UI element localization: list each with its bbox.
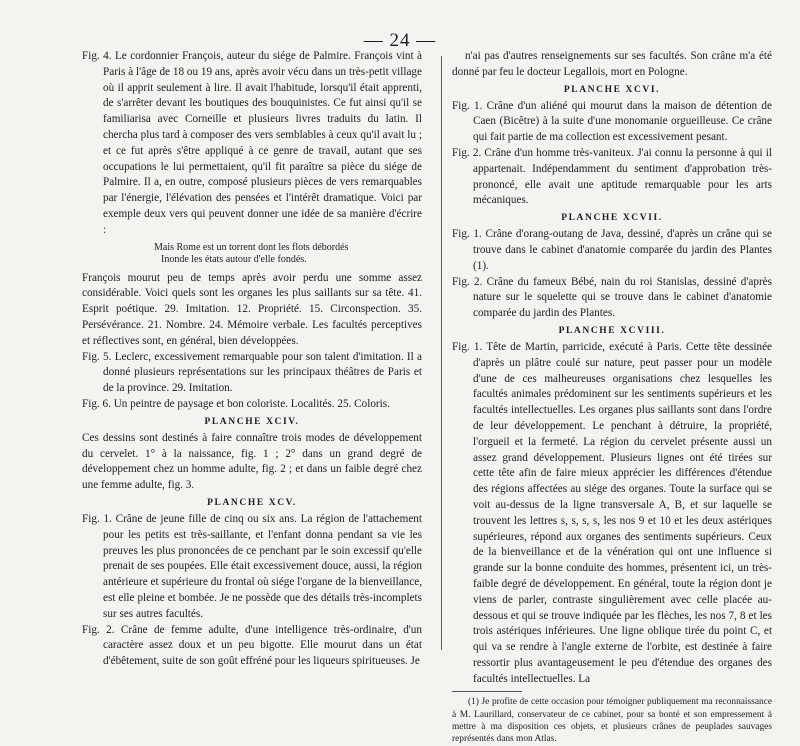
xcv-fig1-paragraph: Fig. 1. Crâne de jeune fille de cinq ou six ans. La région de l'attachement pour les petits est très-saillante, et l'enfant donna pendant sa vie les preuves les plus prononcées de ce penchant par le soin excessif qu'elle prenait de ses poupées. Elle était excessivement douce, aussi, la région antérieure et supérieure du frontal où siége l'organe de la bienveillance, est elle pleine et bombée. Je ne possède que des détails très-incomplets sur ses autres facultés. bbox=[82, 512, 422, 620]
heading-planche-xciv: PLANCHE XCIV. bbox=[204, 416, 300, 427]
right-column bbox=[452, 49, 772, 746]
page-number: — 24 — bbox=[363, 30, 437, 51]
xciv-paragraph: Ces dessins sont destinés à faire connaître trois modes de développement du cervelet. 1° à la naissance, fig. 1 ; 2° dans un grand degré de développement chez un homme adulte, fig. 2 ; et dans un faible degré chez une femme adulte, fig. 3. bbox=[82, 431, 422, 492]
fig4-paragraph: Fig. 4. Le cordonnier François, auteur du siége de Palmire. François vint à Paris à l'âge de 18 ou 19 ans, après avoir vécu dans un très-petit village où il apprit seulement à lire. Il avait l'habitude, lorsqu'il était apprenti, de s'arrêter devant les boutiques des bouquinistes. Ce fut ainsi qu'il se familiarisa avec Corneille et plusieurs livres traduits du latin. Il chercha plus tard à composer des vers semblables à ceux qu'il avait lu ; et ce fut après s'être appliqué à ce genre de travail, autant que ses occupations le lui permettaient, qu'il fit paraître sa pièce du siége de Palmire. Il a, en outre, composé plusieurs pièces de vers remarquables par l'énergie, l'élévation des pensées et l'intérêt dramatique. Voici par exemple deux vers qui peuvent donner une idée de sa manière d'écrire : bbox=[82, 50, 422, 236]
fig5-paragraph: Fig. 5. Leclerc, excessivement remarquable pour son talent d'imitation. Il a donné plusieurs représentations sur les principaux théâtres de Paris et de la province. 29. Imitation. bbox=[82, 350, 422, 395]
left-column bbox=[82, 49, 422, 670]
footnote: (1) Je profite de cette occasion pour témoigner publiquement ma reconnaissance à M. Laurillard, conservateur de ce cabinet, pour sa bonté et son empressement à mettre à ma disposition ces objets, et plusieurs crânes de peuplades sauvages représentés dans mon Atlas. bbox=[452, 697, 772, 745]
verse-line-1: Mais Rome est un torrent dont les flots débordés bbox=[154, 241, 349, 253]
francois-paragraph: François mourut peu de temps après avoir perdu une somme assez considérable. Voici quels sont les organes les plus saillants sur sa tête. 41. Esprit poétique. 29. Imitation. 12. Propriété. 15. Circonspection. 35. Persévérance. 21. Nombre. 24. Mémoire verbale. Les facultés perceptives et réflectives sont, en général, bien développées. bbox=[82, 271, 422, 347]
xcv-fig2-paragraph: Fig. 2. Crâne de femme adulte, d'une intelligence très-ordinaire, d'un caractère assez doux et un peu bigotte. Elle mourut dans un état d'ébêtement, suite de son goût effréné pour les liqueurs spiritueuses. Je bbox=[82, 623, 422, 668]
xcviii-fig1-paragraph: Fig. 1. Tête de Martin, parricide, exécuté à Paris. Cette tête dessinée d'après un plâtre coulé sur nature, peut passer pour un modèle d'une de ces malheureuses organisations chez lesquelles les facultés animales prédominent sur les sentiments supérieurs et les facultés intellectuelles. Les organes plus saillants sont dans l'ordre de leur développement. Le penchant à détruire, la propriété, l'orgueil et la fermeté. La région du cervelet présente aussi un assez grand développement. Plusieurs lignes ont été tirées sur cette tête afin de faire mieux apprécier les différences d'étendue des régions affectées au siége des organes. Toute la surface qui se voit au-dessus de la ligne transversale A, B, et sur laquelle se trouvent les lettres s, s, s, s, les nos 9 et 10 et les deux astériques supérieures, répond aux organes des sentiments supérieurs. Ceux de la bienveillance et de la vénération qui ont une influence si grande sur la bonne conduite des hommes, présentent ici, un très-faible degré de développement. En général, toute la région dont je viens de parler, contraste singulièrement avec celle placée au-dessous et qui se trouve indiquée par les flèches, les nos 7, 8 et les trois astériques inférieures. Une ligne oblique tirée du point C, et qui va se rendre à l'angle externe de l'orbite, est destinée à faire ressortir plus avantageusement le peu d'étendue des organes des facultés intellectuelles. La bbox=[452, 340, 772, 685]
verse-line-2: Inonde les états autour d'elle fondés. bbox=[161, 254, 307, 266]
footnote-rule bbox=[452, 691, 522, 692]
column-divider bbox=[441, 56, 442, 650]
heading-planche-xcv: PLANCHE XCV. bbox=[207, 497, 297, 508]
xcvii-fig1-paragraph: Fig. 1. Crâne d'orang-outang de Java, dessiné, d'après un crâne qui se trouve dans le cabinet d'anatomie comparée du jardin des Plantes (1). bbox=[452, 228, 772, 272]
heading-planche-xcvi: PLANCHE XCVI. bbox=[563, 84, 661, 95]
fig6-paragraph: Fig. 6. Un peintre de paysage et bon coloriste. Localités. 25. Coloris. bbox=[82, 397, 390, 410]
xcvi-fig2-paragraph: Fig. 2. Crâne d'un homme très-vaniteux. J'ai connu la personne à qui il appartenait. Indépendamment du sentiment d'approbation très-prononcé, elle avait une aptitude remarquable pour les arts mécaniques. bbox=[452, 146, 772, 207]
heading-planche-xcvii: PLANCHE XCVII. bbox=[561, 213, 663, 224]
heading-planche-xcviii: PLANCHE XCVIII. bbox=[558, 325, 666, 336]
continuation-paragraph: n'ai pas d'autres renseignements sur ses facultés. Son crâne m'a été donné par feu le docteur Legallois, mort en Pologne. bbox=[452, 50, 772, 78]
verse-quote bbox=[154, 242, 422, 267]
xcvii-fig2-paragraph: Fig. 2. Crâne du fameux Bébé, nain du roi Stanislas, dessiné d'après nature sur le squelette qui se trouve dans le cabinet d'anatomie comparée du jardin des Plantes. bbox=[452, 275, 772, 320]
xcvi-fig1-paragraph: Fig. 1. Crâne d'un aliéné qui mourut dans la maison de détention de Caen (Bicêtre) à la suite d'une monomanie orgueilleuse. Ce crâne qui fait partie de ma collection est excessivement pesant. bbox=[452, 99, 772, 144]
